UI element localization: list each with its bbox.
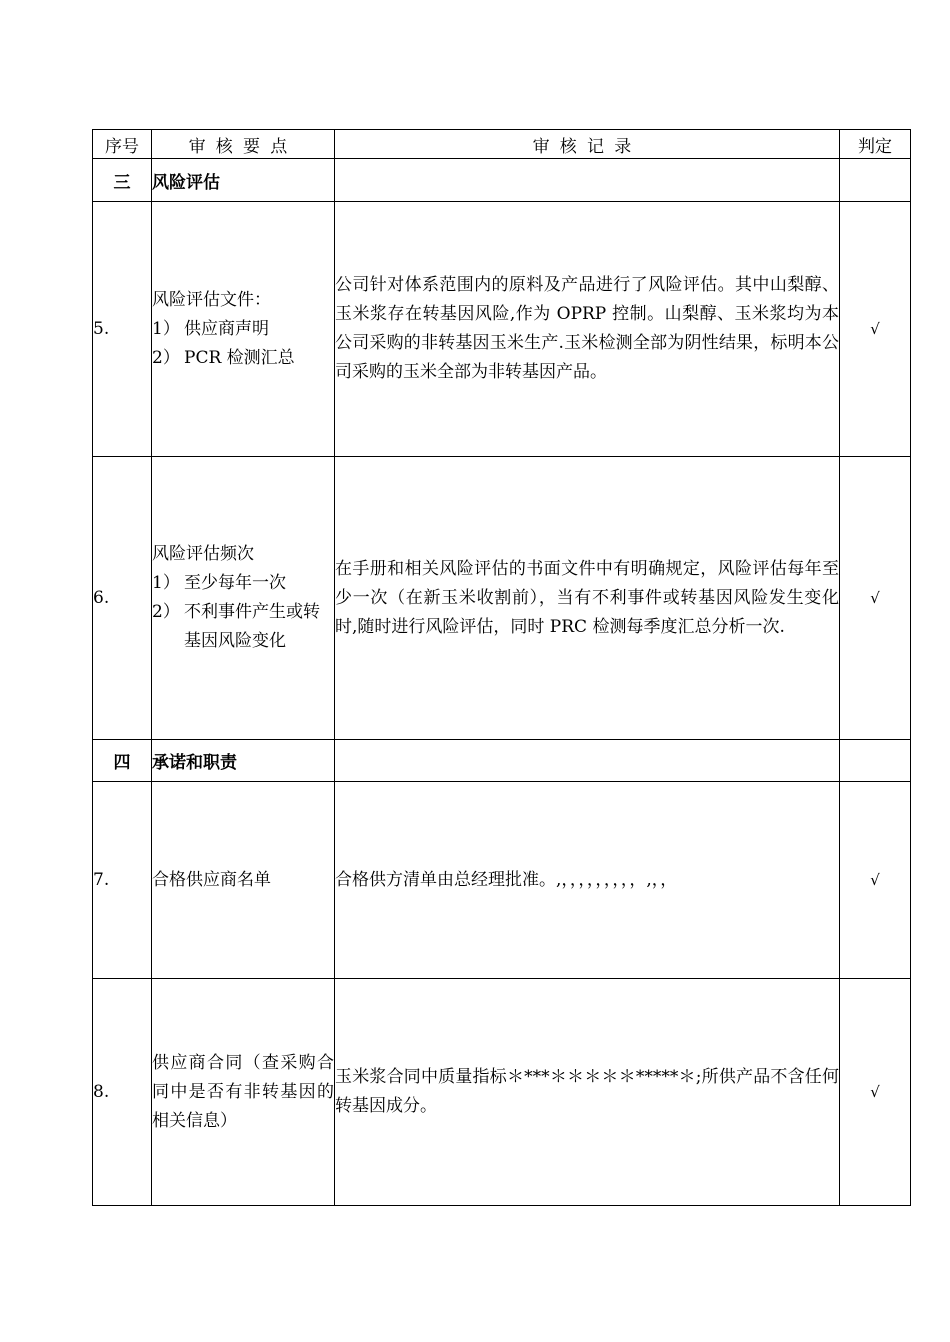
row-seq: 7. bbox=[93, 782, 152, 979]
table-row bbox=[93, 457, 911, 740]
verdict-check: √ bbox=[840, 457, 911, 740]
verdict-check: √ bbox=[840, 202, 911, 457]
audit-record: 公司针对体系范围内的原料及产品进行了风险评估。其中山梨醇、玉米浆存在转基因风险,作为 OPRP 控制。山梨醇、玉米浆均为本公司采购的非转基因玉米生产.玉米检测全部为阴性结果，标明本公司采购的玉米全部为非转基因产品。 bbox=[335, 202, 840, 457]
section-number: 四 bbox=[93, 740, 152, 782]
header-verdict: 判定 bbox=[840, 130, 911, 159]
table-row bbox=[93, 979, 911, 1206]
header-record: 审核记录 bbox=[335, 130, 840, 159]
audit-point bbox=[152, 457, 335, 740]
table-row bbox=[93, 782, 911, 979]
section-row-3 bbox=[93, 159, 911, 202]
audit-point: 合格供应商名单 bbox=[152, 782, 335, 979]
list-item: 2） PCR 检测汇总 bbox=[152, 347, 295, 368]
section-title: 承诺和职责 bbox=[152, 740, 335, 782]
audit-point bbox=[152, 202, 335, 457]
verdict-check: √ bbox=[840, 979, 911, 1206]
point-title: 风险评估频次 bbox=[152, 544, 254, 564]
table-row bbox=[93, 202, 911, 457]
row-seq: 8. bbox=[93, 979, 152, 1206]
point-title: 风险评估文件： bbox=[152, 289, 271, 310]
section-row-4 bbox=[93, 740, 911, 782]
section-title: 风险评估 bbox=[152, 159, 335, 202]
header-point: 审核要点 bbox=[152, 130, 335, 159]
audit-record: 合格供方清单由总经理批准。,，，，，，，，，，,，， bbox=[335, 782, 840, 979]
row-seq: 6. bbox=[93, 457, 152, 740]
audit-record: 玉米浆合同中质量指标＊***＊＊＊＊＊*****＊;所供产品不含任何转基因成分。 bbox=[335, 979, 840, 1206]
header-seq: 序号 bbox=[93, 130, 152, 159]
header-row bbox=[93, 130, 911, 159]
audit-point: 供应商合同（查采购合同中是否有非转基因的相关信息） bbox=[152, 979, 335, 1206]
list-item: 1） 至少每年一次 bbox=[152, 573, 286, 593]
audit-record: 在手册和相关风险评估的书面文件中有明确规定，风险评估每年至少一次（在新玉米收割前），当有不利事件或转基因风险发生变化时,随时进行风险评估，同时 PRC 检测每季度汇总分析一次. bbox=[335, 457, 840, 740]
audit-table bbox=[92, 129, 911, 1206]
row-seq: 5. bbox=[93, 202, 152, 457]
list-item: 2） 不利事件产生或转基因风险变化 bbox=[152, 602, 320, 651]
section-number: 三 bbox=[93, 159, 152, 202]
list-item: 1） 供应商声明 bbox=[152, 318, 269, 339]
verdict-check: √ bbox=[840, 782, 911, 979]
